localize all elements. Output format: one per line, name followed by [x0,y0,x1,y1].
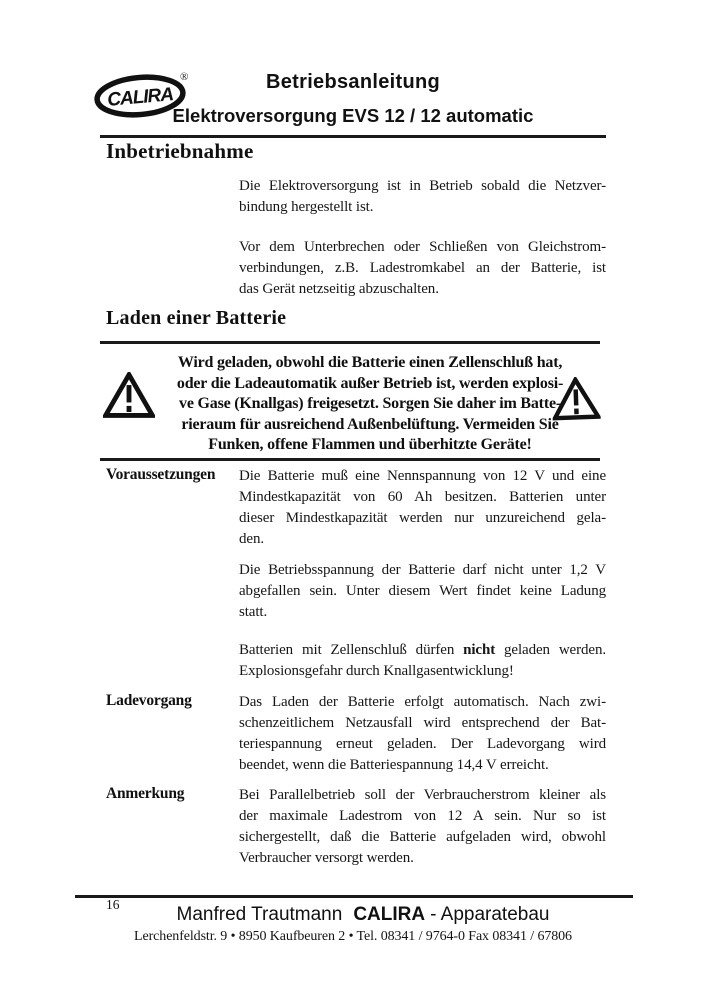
body-paragraph: Die Elektroversorgung ist in Betrieb sobald die Netzver- bindung hergestellt ist. [239,178,606,215]
doc-subtitle: Elektroversorgung EVS 12 / 12 automatic [172,105,534,126]
body-paragraph: Batterien mit Zellenschluß dürfen nicht geladen werden. Explosionsgefahr durch Knallgasentwicklung! [239,642,607,679]
body-paragraph: Die Batterie muß eine Nennspannung von 12 V und eine Mindestkapazität von 60 Ah besitzen. Batterien unter dieser Mindestkapazität werden nur unzureichend gela- den. [239,468,606,547]
company-name: Manfred Trautmann [176,904,343,925]
section-heading-laden: Laden einer Batterie [106,307,287,329]
entry-label-anmerkung: Anmerkung [106,785,185,802]
company-brand: CALIRA [353,904,426,925]
warning-icon [551,376,601,422]
footer-rule [75,895,633,898]
entry-label-voraussetzungen: Voraussetzungen [106,466,216,483]
body-paragraph: Bei Parallelbetrieb soll der Verbraucherstrom kleiner als der maximale Ladestrom von 12 A sein. Nur so ist sichergestellt, daß die Batterie aufgeladen wird, obwohl Verbraucher versorgt werden. [239,787,606,866]
page-title: Betriebsanleitung [265,71,441,93]
warning-text: Wird geladen, obwohl die Batterie einen Zellenschluß hat, oder die Ladeautomatik außer Betrieb ist, werden explosi- ve Gase (Knallgas) freigesetzt. Sorgen Sie daher im Batte- rieraum für ausreichend Außenbelüftung. Vermeiden Sie Funken, offene Flammen und überhitzte Geräte! [176,354,564,453]
entry-label-ladevorgang: Ladevorgang [106,692,192,709]
body-paragraph: Vor dem Unterbrechen oder Schließen von Gleichstrom- verbindungen, z.B. Ladestromkabel an der Batterie, ist das Gerät netzseitig abzuschalten. [239,239,606,297]
body-paragraph: Die Betriebsspannung der Batterie darf nicht unter 1,2 V abgefallen sein. Unter diesem Wert findet keine Ladung statt. [239,562,606,620]
company-line [20,904,706,926]
address-line: Lerchenfeldstr. 9 • 8950 Kaufbeuren 2 • Tel. 08341 / 9764-0 Fax 08341 / 67806 [134,929,572,944]
logo-text: CALIRA [106,84,174,111]
warning-box-bottom-rule [100,458,600,461]
company-suffix: - Apparatebau [430,904,550,925]
section-heading-inbetriebnahme: Inbetriebnahme [106,139,254,163]
body-paragraph: Das Laden der Batterie erfolgt automatisch. Nach zwi- schenzeitlichem Netzausfall wird entsprechend der Bat- teriespannung erneut geladen. Der Ladevorgang wird beendet, wenn die Batteriespannung 14,4 V erreicht. [239,694,606,773]
page-number: 16 [106,897,120,912]
registered-mark: ® [180,71,189,83]
header-rule [100,135,606,138]
warning-box-top-rule [100,341,600,344]
